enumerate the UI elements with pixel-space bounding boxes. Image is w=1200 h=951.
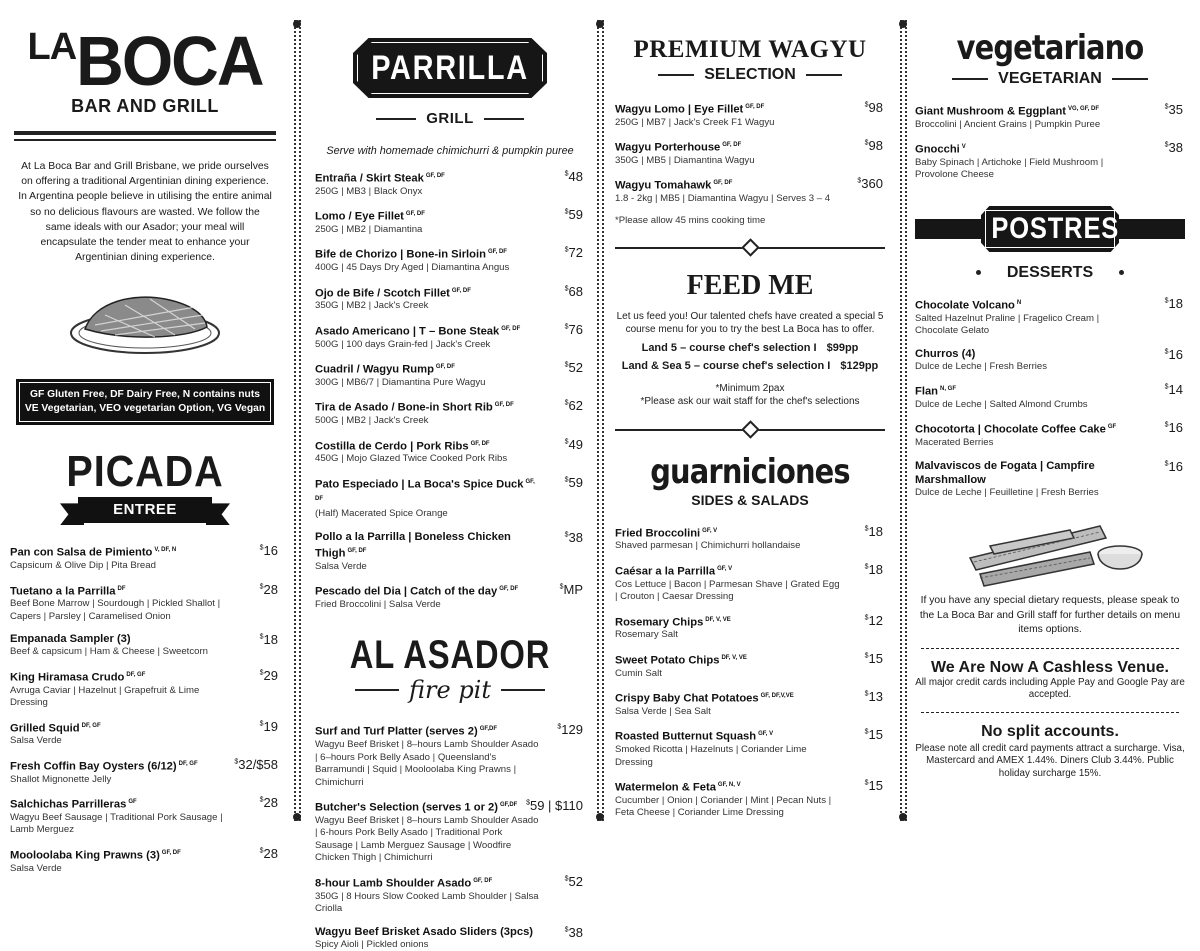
dietary-tags: GF, V [702, 527, 718, 534]
menu-item [10, 582, 280, 624]
dietary-legend: GF Gluten Free, DF Dairy Free, N contains nuts VE Vegetarian, VEO vegetarian Option, VG Vegan [16, 379, 274, 425]
menu-item-price: $38 [564, 924, 583, 940]
dietary-tags: GF, DF [501, 325, 521, 332]
menu-item [615, 727, 885, 769]
picada-title: PICADA [66, 447, 224, 497]
diamond-divider [615, 422, 885, 438]
menu-item-name: Surf and Turf Platter (serves 2) $^{GF,DF}$ [315, 726, 498, 739]
postres-title: POSTRES [991, 211, 1120, 245]
menu-item-description: Wagyu Beef Brisket | 8–hours Lamb Shoulder Asado | 6-hours Pork Belly Asado | Traditional Pork Sausage | Lamb Merguez Sausage | Woodfire Chicken Thigh | Chimichurri [315, 814, 539, 864]
menu-item-description: Cos Lettuce | Bacon | Parmesan Shave | Grated Egg | Crouton | Caesar Dressing [615, 578, 840, 603]
firepit-subtitle: fire pit [315, 676, 585, 704]
dietary-tags: GF, DF [745, 104, 765, 110]
dietary-tags: GF, DF [425, 173, 445, 179]
dietary-tags: GF, DF [499, 586, 519, 593]
wagyu-title: PREMIUM WAGYU [633, 36, 867, 63]
menu-item-name: Caésar a la Parrilla $^{GF, V}$ [615, 565, 733, 578]
menu-item-description: 250G | MB2 | Diamantina [315, 223, 423, 235]
menu-item-price: $18 [864, 561, 883, 577]
menu-item-price: $MP [559, 582, 583, 598]
menu-item [915, 102, 1185, 131]
menu-item-description: 400G | 45 Days Dry Aged | Diamantina Angus [315, 262, 510, 274]
menu-item [315, 798, 585, 865]
menu-item [315, 925, 585, 951]
menu-item-price: $49 [564, 436, 583, 452]
menu-item-description: (Half) Macerated Spice Orange [315, 508, 448, 520]
menu-item-price: $15 [864, 778, 883, 794]
menu-item-description: 350G | MB5 | Diamantina Wagyu [615, 154, 755, 166]
menu-item-description: Avruga Caviar | Hazelnut | Grapefruit & Lime Dressing [10, 684, 200, 709]
menu-item [315, 874, 585, 916]
header-rule [14, 131, 276, 141]
guarniciones-subtitle: SIDES & SALADS [691, 491, 809, 508]
menu-item-name: Chocotorta | Chocolate Coffee Cake $^{GF}$ [915, 424, 1117, 437]
menu-item-price: $12 [864, 612, 883, 628]
column-intro-entree [10, 0, 280, 874]
menu-item-name: Tira de Asado / Bone-in Short Rib $^{GF, DF}$ [315, 402, 514, 415]
menu-item-price: $16 [1164, 346, 1183, 362]
wagyu-list [615, 100, 885, 206]
wagyu-subtitle: SELECTION [615, 66, 885, 84]
dietary-tags: GF, DF,V,VE [760, 693, 794, 700]
dietary-tags: GF, DF [494, 402, 514, 409]
menu-item-description: 300G | MB6/7 | Diamantina Pure Wagyu [315, 376, 486, 388]
churros-illustration-icon [950, 508, 1150, 588]
menu-item [315, 169, 585, 198]
column-veg-desserts [915, 0, 1185, 841]
menu-item-price: $18 [1164, 295, 1183, 311]
menu-item-description: Macerated Berries [915, 437, 994, 449]
cashless-title: We Are Now A Cashless Venue. [930, 658, 1169, 676]
menu-item-description: Dulce de Leche | Feuilletine | Fresh Berries [915, 486, 1099, 498]
menu-item [315, 284, 585, 313]
menu-item [915, 347, 1185, 374]
menu-item-description: Dulce de Leche | Salted Almond Crumbs [915, 398, 1088, 410]
menu-item [915, 382, 1185, 411]
dietary-tags: GF, N, V [717, 782, 741, 789]
menu-item-price: $62 [564, 398, 583, 414]
menu-item-price: $16 [259, 543, 278, 559]
menu-item-description: Fried Broccolini | Salsa Verde [315, 598, 441, 610]
dietary-tags: DF, GF [178, 760, 198, 767]
menu-item-price: $15 [864, 650, 883, 666]
dietary-tags: GF, DF [315, 478, 535, 502]
feed-me-option-land: Land 5 – course chef's selection I $99pp [641, 341, 859, 354]
menu-item-description: Smoked Ricotta | Hazelnuts | Coriander Lime Dressing [615, 744, 807, 768]
wagyu-note: *Please allow 45 mins cooking time [615, 214, 766, 226]
menu-item [10, 543, 280, 572]
menu-item-description: 500G | MB2 | Jack's Creek [315, 415, 429, 427]
dietary-tags: GF [128, 799, 137, 806]
menu-item [315, 437, 585, 466]
column-divider [595, 20, 605, 821]
no-split-text: Please note all credit card payments attract a surcharge. Visa, Mastercard and AMEX 1.44%. Diners Club 3.44%. Public holiday surcharge 15%. [915, 742, 1185, 779]
menu-item [615, 613, 885, 642]
menu-item-name: Pollo a la Parrilla | Boneless Chicken Thigh $^{GF, DF}$ [315, 530, 511, 560]
no-split-title: No split accounts. [981, 722, 1119, 740]
vegetariano-title: vegetariano [956, 28, 1144, 68]
menu-item-name: Butcher's Selection (serves 1 or 2) $^{GF,DF}$ [315, 801, 518, 814]
dashed-divider [921, 648, 1179, 649]
menu-item-description: 350G | MB2 | Jack's Creek [315, 300, 429, 312]
menu-item [10, 757, 280, 786]
desserts-subtitle: DESSERTS [915, 264, 1185, 282]
menu-item-name: Tuetano a la Parrilla $^{DF}$ [10, 585, 126, 598]
menu-item-description: Rosemary Salt [615, 629, 678, 641]
menu-item-description: Broccolini | Ancient Grains | Pumpkin Puree [915, 118, 1101, 130]
dietary-tags: DF, V, VE [721, 654, 747, 661]
menu-item-name: Wagyu Lomo | Eye Fillet $^{GF, DF}$ [615, 103, 765, 116]
steak-illustration-icon [65, 279, 225, 359]
dietary-tags: GF, DF [722, 142, 742, 149]
menu-item-name: Mooloolaba King Prawns (3) $^{GF, DF}$ [10, 849, 181, 862]
dietary-tags: DF [117, 585, 126, 592]
menu-item-name: Churros (4) [915, 347, 976, 360]
asador-list [315, 722, 585, 951]
column-wagyu-sides [615, 0, 885, 841]
menu-item-name: Fried Broccolini $^{GF, V}$ [615, 527, 718, 540]
menu-item-price: $16 [1164, 420, 1183, 436]
dietary-tags: N [1016, 299, 1022, 306]
feed-me-ask: *Please ask our wait staff for the chef's selections [640, 395, 860, 407]
menu-item-name: Entraña / Skirt Steak $^{GF, DF}$ [315, 172, 445, 185]
menu-item-description: 350G | 8 Hours Slow Cooked Lamb Shoulder | Salsa Criolla [315, 890, 539, 915]
dietary-tags: GF, DF [405, 211, 425, 218]
dietary-tags: DF, GF [126, 671, 146, 678]
parrilla-list [315, 169, 585, 611]
menu-item-price: $72 [564, 245, 583, 261]
menu-item-name: Giant Mushroom & Eggplant $^{VG, GF, DF}$ [915, 105, 1100, 118]
menu-item-price: $48 [564, 169, 583, 184]
menu-item-description: Wagyu Beef Brisket | 8–hours Lamb Shoulder Asado | 6–hours Pork Belly Asado | Queensland's Barramundi | Squid | Mooloolaba King Prawns | Chimichurri [315, 739, 539, 788]
menu-item-name: Crispy Baby Chat Potatoes $^{GF, DF,V,VE}$ [615, 692, 794, 705]
menu-item-name: Roasted Butternut Squash $^{GF, V}$ [615, 731, 774, 744]
menu-item-price: $52 [564, 873, 583, 889]
menu-item-price: $98 [864, 100, 883, 115]
menu-item-price: $52 [564, 360, 583, 376]
menu-item-description: 450G | Mojo Glazed Twice Cooked Pork Ribs [315, 453, 508, 465]
menu-item-name: Gnocchi $^V$ [915, 143, 966, 156]
column-divider [898, 20, 908, 821]
dietary-tags: DF, V, VE [705, 616, 731, 623]
menu-item [615, 176, 885, 205]
menu-item-description: 250G | MB7 | Jack's Creek F1 Wagyu [615, 116, 775, 128]
menu-item-name: Bife de Chorizo | Bone-in Sirloin $^{GF, DF}$ [315, 249, 507, 262]
menu-item [615, 138, 885, 167]
menu-item [615, 689, 885, 718]
menu-item-price: $29 [259, 667, 278, 683]
menu-item-description: Dulce de Leche | Fresh Berries [915, 360, 1048, 372]
menu-item-description: Salsa Verde [10, 735, 62, 747]
menu-item-price: $35 [1164, 102, 1183, 117]
menu-item-name: 8-hour Lamb Shoulder Asado $^{GF, DF}$ [315, 877, 493, 890]
menu-item-price: $28 [259, 795, 278, 811]
menu-item-description: 500G | 100 days Grain-fed | Jack's Creek [315, 338, 491, 350]
postres-plaque [915, 206, 1185, 252]
menu-item-name: Empanada Sampler (3) [10, 633, 131, 646]
menu-item-price: $28 [259, 845, 278, 861]
feed-me-option-land-sea: Land & Sea 5 – course chef's selection I $129pp [621, 359, 879, 372]
menu-item-price: $18 [864, 523, 883, 539]
menu-item-price: $98 [864, 138, 883, 154]
menu-item-description: Cumin Salt [615, 667, 662, 679]
menu-item-name: King Hiramasa Crudo $^{DF, GF}$ [10, 671, 146, 684]
menu-item [615, 778, 885, 820]
menu-item-price: $14 [1164, 382, 1183, 398]
dietary-tags: VG, GF, DF [1068, 106, 1100, 112]
menu-item-description: Capsicum & Olive Dip | Pita Bread [10, 560, 156, 572]
feed-me-minimum: *Minimum 2pax [715, 382, 785, 394]
menu-item-name: Ojo de Bife / Scotch Fillet $^{GF, DF}$ [315, 287, 471, 300]
dietary-tags: GF [1107, 424, 1117, 431]
menu-item [315, 582, 585, 611]
menu-item-name: Salchichas Parrilleras $^{GF}$ [10, 798, 137, 811]
menu-item-description: Shaved parmesan | Chimichurri hollandaise [615, 540, 801, 552]
dietary-tags: DF, GF [81, 722, 101, 729]
menu-item-description: Shallot Mignonette Jelly [10, 773, 112, 785]
vegetariano-subtitle: VEGETARIAN [915, 70, 1185, 88]
menu-item-name: Rosemary Chips $^{DF, V, VE}$ [615, 616, 731, 629]
menu-item-price: $129 [557, 722, 583, 738]
picada-list [10, 543, 280, 875]
menu-item [315, 722, 585, 789]
menu-item-name: Pescado del Dia | Catch of the day $^{GF, DF}$ [315, 585, 519, 598]
menu-item-name: Wagyu Porterhouse $^{GF, DF}$ [615, 141, 742, 154]
guarniciones-list [615, 524, 885, 820]
menu-item-price: $19 [259, 718, 278, 734]
dietary-tags: GF, DF [451, 287, 471, 294]
menu-item [10, 795, 280, 837]
dietary-tags: GF, DF [470, 440, 490, 447]
menu-item-price: $59 [564, 474, 583, 490]
menu-item [315, 475, 585, 521]
menu-item [315, 207, 585, 236]
menu-item-price: $15 [864, 727, 883, 743]
menu-item-description: Beef Bone Marrow | Sourdough | Pickled Shallot | Capers | Parsley | Caramelised Onion [10, 598, 221, 622]
parrilla-title: PARRILLA [371, 49, 529, 87]
menu-item [315, 360, 585, 389]
postres-list [915, 296, 1185, 499]
menu-item [615, 651, 885, 680]
menu-item-description: Spicy Aioli | Pickled onions [315, 938, 429, 950]
menu-item-price: $76 [564, 321, 583, 337]
dietary-tags: N, GF [940, 386, 956, 393]
menu-item-description: Beef & capsicum | Ham & Cheese | Sweetcorn [10, 646, 209, 658]
dietary-tags: GF,DF [499, 802, 518, 809]
grill-note: Serve with homemade chimichurri & pumpkin puree [326, 145, 574, 157]
menu-item [315, 530, 585, 573]
menu-item-name: Flan $^{N, GF}$ [915, 385, 956, 398]
menu-item-price: $32/$58 [234, 756, 278, 772]
menu-item-description: Baby Spinach | Artichoke | Field Mushroom | Provolone Cheese [915, 156, 1104, 181]
menu-item-price: $38 [1164, 140, 1183, 156]
menu-item [615, 562, 885, 604]
dashed-divider [921, 712, 1179, 713]
vegetariano-list [915, 102, 1185, 182]
dietary-tags: GF, DF [435, 364, 455, 371]
dietary-tags: GF, DF [347, 547, 367, 554]
dietary-tags: GF,DF [479, 726, 498, 733]
menu-item-price: $59 | $110 [526, 798, 583, 814]
menu-item-price: $59 [564, 207, 583, 223]
parrilla-plaque [353, 38, 547, 98]
dietary-tags: GF, V [717, 565, 733, 572]
dietary-tags: V [961, 144, 966, 151]
entree-banner: ENTREE [60, 497, 230, 527]
menu-item-name: Costilla de Cerdo | Pork Ribs $^{GF, DF}$ [315, 440, 490, 453]
feed-me-text: Let us feed you! Our talented chefs have created a special 5 course menu for you to try the best La Boca has to offer. [616, 310, 884, 335]
menu-item-name: Chocolate Volcano $^N$ [915, 299, 1022, 312]
menu-item-description: Salsa Verde [315, 560, 367, 572]
menu-item-name: Grilled Squid $^{DF, GF}$ [10, 722, 101, 735]
menu-item-name: Asado Americano | T – Bone Steak $^{GF, DF}$ [315, 325, 521, 338]
menu-item-description: Salsa Verde | Sea Salt [615, 705, 711, 717]
menu-item [915, 296, 1185, 338]
dietary-tags: V, DF, N [154, 547, 177, 554]
menu-item [615, 524, 885, 553]
column-divider [292, 20, 302, 821]
menu-item-name: Pato Especiado | La Boca's Spice Duck $^{GF, DF}$ [315, 478, 535, 502]
asador-title: AL ASADOR [349, 633, 551, 678]
menu-item-description: Salsa Verde [10, 862, 62, 874]
menu-item-description: Cucumber | Onion | Coriander | Mint | Pecan Nuts | Feta Cheese | Coriander Lime Dressing [615, 794, 832, 819]
menu-item-price: $16 [1164, 458, 1183, 474]
menu-item-name: Wagyu Beef Brisket Asado Sliders (3pcs) [315, 925, 534, 938]
menu-item-name: Sweet Potato Chips $^{DF, V, VE}$ [615, 654, 747, 667]
menu-item-price: $68 [564, 283, 583, 299]
brand-subtitle: BAR AND GRILL [71, 96, 219, 116]
cashless-text: All major credit cards including Apple Pay and Google Pay are accepted. [915, 676, 1185, 701]
guarniciones-title: guarniciones [650, 451, 850, 492]
menu-item-name: Watermelon & Feta $^{GF, N, V}$ [615, 781, 741, 794]
menu-item [10, 632, 280, 659]
menu-item-price: $18 [259, 632, 278, 648]
menu-item-description: 1.8 - 2kg | MB5 | Diamantina Wagyu | Serves 3 – 4 [615, 193, 831, 205]
dietary-tags: GF, DF [487, 249, 507, 256]
menu-item [915, 459, 1185, 500]
menu-item-name: Fresh Coffin Bay Oysters (6/12) $^{DF, GF}$ [10, 760, 198, 773]
menu-item [915, 420, 1185, 449]
brand-logo: LABOCA [27, 22, 263, 100]
dietary-tags: GF, V [758, 731, 774, 738]
menu-item-price: $13 [864, 689, 883, 705]
grill-subtitle: GRILL [315, 110, 585, 127]
menu-item-name: Lomo / Eye Fillet $^{GF, DF}$ [315, 210, 425, 223]
menu-item-description: 250G | MB3 | Black Onyx [315, 185, 423, 197]
menu-item [615, 100, 885, 129]
menu-item-description: Wagyu Beef Sausage | Traditional Pork Sausage | Lamb Merguez [10, 811, 223, 836]
menu-item [915, 140, 1185, 182]
column-grill [315, 0, 585, 950]
menu-item-name: Malvaviscos de Fogata | Campfire Marshmallow [915, 459, 1095, 486]
menu-item-price: $38 [564, 529, 583, 545]
dietary-tags: GF, DF [161, 849, 181, 856]
menu-item-name: Wagyu Tomahawk $^{GF, DF}$ [615, 180, 733, 193]
menu-item-price: $360 [857, 176, 883, 192]
menu-item-name: Cuadril / Wagyu Rump $^{GF, DF}$ [315, 363, 455, 376]
dietary-requests-note: If you have any special dietary requests, please speak to the La Boca Bar and Grill staff for further details on menu items options. [919, 595, 1181, 636]
menu-item [10, 719, 280, 748]
menu-item-name: Pan con Salsa de Pimiento $^{V, DF, N}$ [10, 547, 177, 560]
menu-item [315, 245, 585, 274]
dietary-tags: GF, DF [713, 180, 733, 187]
intro-text: At La Boca Bar and Grill Brisbane, we pride ourselves on offering a traditional Argentinian dining experience. In Argentina people believe in utilising the entire animal so no delicious flavours are wasted. We follow the same ideals with our Asador; your meal will encapsulate the tender meat to enhance your Argentinian dining experience. [18, 161, 272, 264]
feed-me-title: FEED ME [686, 269, 814, 301]
menu-item-description: Salted Hazelnut Praline | Fragelico Cream | Chocolate Gelato [915, 312, 1100, 337]
menu-item-price: $28 [259, 581, 278, 597]
dietary-tags: GF, DF [473, 877, 493, 884]
menu-item [10, 668, 280, 710]
menu-item [315, 322, 585, 351]
diamond-divider [615, 240, 885, 256]
menu-item [10, 846, 280, 875]
menu-item [315, 398, 585, 427]
